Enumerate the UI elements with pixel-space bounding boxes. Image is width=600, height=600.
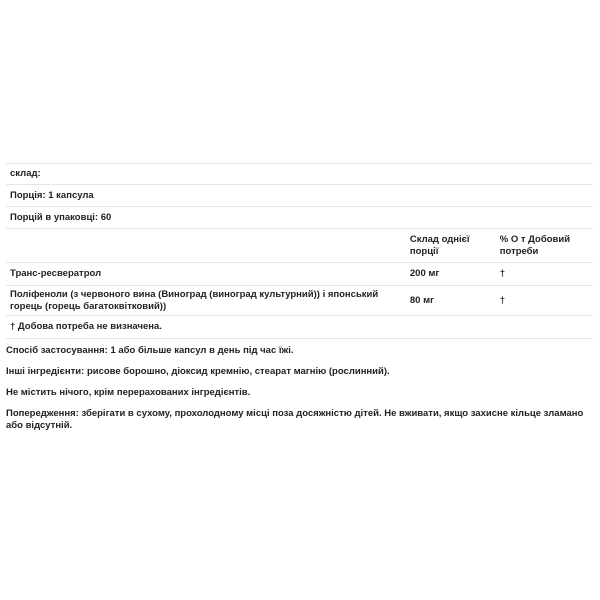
supplement-facts-table — [6, 163, 593, 339]
usage-text: Спосіб застосування: 1 або більше капсул в день під час їжі. — [6, 345, 294, 356]
ingredient-amount: 200 мг — [406, 263, 496, 286]
servings-per-container-row — [6, 207, 593, 229]
header-daily-value: % О т Добовий потреби — [496, 229, 593, 263]
facts-title: склад: — [6, 164, 593, 185]
header-amount: Склад однієї порції — [406, 229, 496, 263]
table-header-row — [6, 229, 593, 263]
ingredient-dv: † — [496, 263, 593, 286]
serving-size-row — [6, 185, 593, 207]
serving-size: Порція: 1 капсула — [6, 185, 593, 207]
warning-text: Попередження: зберігати в сухому, прохолодному місці поза досяжністю дітей. Не вживати, якщо захисне кільце зламано або відсутній. — [6, 408, 584, 431]
table-row — [6, 286, 593, 316]
ingredient-amount: 80 мг — [406, 286, 496, 316]
servings-per-container: Порцій в упаковці: 60 — [6, 207, 593, 229]
product-notes — [6, 345, 594, 441]
facts-title-row — [6, 164, 593, 185]
header-name — [6, 229, 406, 263]
ingredient-dv: † — [496, 286, 593, 316]
other-ingredients-text: Інші інгредієнти: рисове борошно, діоксид кремнію, стеарат магнію (рослинний). — [6, 366, 390, 377]
footnote: † Добова потреба не визначена. — [6, 316, 593, 339]
ingredient-name: Поліфеноли (з червоного вина (Виноград (виноград культурний)) і японський горець (горець багатоквітковий)) — [6, 286, 406, 316]
contains-text: Не містить нічого, крім перерахованих інгредієнтів. — [6, 387, 251, 398]
footnote-row — [6, 316, 593, 339]
ingredient-name: Транс-ресвератрол — [6, 263, 406, 286]
table-row — [6, 263, 593, 286]
